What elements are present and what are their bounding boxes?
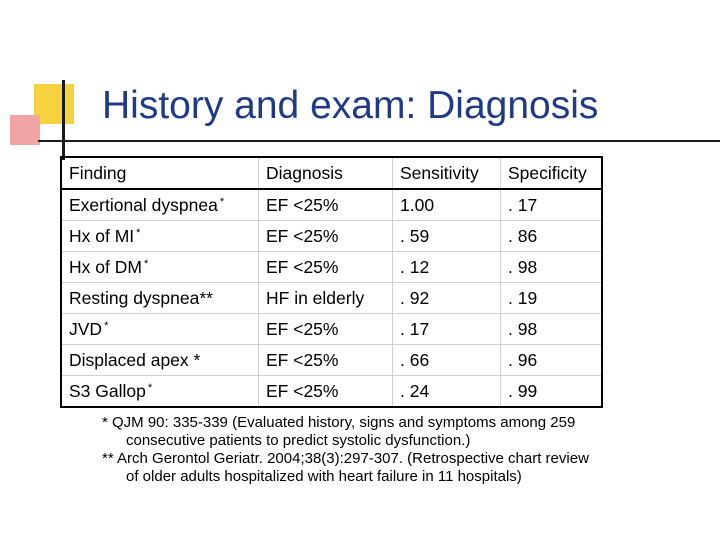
finding-text: S3 Gallop bbox=[69, 380, 146, 401]
decorative-pink-square bbox=[10, 115, 40, 145]
table-row bbox=[61, 314, 602, 345]
finding-cell bbox=[61, 221, 259, 252]
footnote-mark: * bbox=[219, 195, 225, 208]
finding-cell bbox=[61, 345, 259, 376]
finding-text: Hx of DM bbox=[69, 256, 142, 277]
slide-title: History and exam: Diagnosis bbox=[102, 84, 599, 127]
finding-cell bbox=[61, 283, 259, 314]
decorative-vertical-line bbox=[62, 80, 65, 160]
table-header-row bbox=[61, 157, 602, 189]
diagnosis-cell: EF <25% bbox=[259, 376, 393, 408]
sensitivity-cell: . 24 bbox=[393, 376, 501, 408]
decorative-yellow-square bbox=[34, 84, 74, 124]
footnote-line: * QJM 90: 335-339 (Evaluated history, signs and symptoms among 259 bbox=[102, 414, 576, 431]
footnote-mark: * bbox=[136, 226, 141, 239]
table-row bbox=[61, 283, 602, 314]
table-row bbox=[61, 189, 602, 221]
finding-cell bbox=[61, 189, 259, 221]
finding-text: Resting dyspnea** bbox=[69, 287, 213, 308]
sensitivity-cell: . 12 bbox=[393, 252, 501, 283]
specificity-cell: . 86 bbox=[501, 221, 603, 252]
specificity-cell: . 96 bbox=[501, 345, 603, 376]
table-row bbox=[61, 252, 602, 283]
sensitivity-cell: . 92 bbox=[393, 283, 501, 314]
finding-text: Hx of MI bbox=[69, 225, 135, 246]
specificity-cell: . 17 bbox=[501, 189, 603, 221]
sensitivity-cell: . 17 bbox=[393, 314, 501, 345]
finding-cell bbox=[61, 314, 259, 345]
title-underline bbox=[38, 140, 720, 142]
footnote-mark: * bbox=[147, 381, 153, 394]
finding-text: Exertional dyspnea bbox=[69, 194, 218, 215]
sensitivity-cell: . 59 bbox=[393, 221, 501, 252]
diagnosis-cell: HF in elderly bbox=[259, 283, 393, 314]
footnote-mark: * bbox=[104, 319, 109, 332]
footnote-line-continued: consecutive patients to predict systolic dysfunction.) bbox=[126, 432, 471, 449]
diagnosis-cell: EF <25% bbox=[259, 189, 393, 221]
table-row bbox=[61, 345, 602, 376]
diagnosis-cell: EF <25% bbox=[259, 221, 393, 252]
finding-cell bbox=[61, 252, 259, 283]
footnote-line-continued: of older adults hospitalized with heart failure in 11 hospitals) bbox=[126, 468, 522, 485]
header-sensitivity: Sensitivity bbox=[393, 157, 501, 189]
diagnosis-cell: EF <25% bbox=[259, 252, 393, 283]
footnote-line: ** Arch Gerontol Geriatr. 2004;38(3):297-307. (Retrospective chart review bbox=[102, 450, 589, 467]
diagnosis-cell: EF <25% bbox=[259, 345, 393, 376]
specificity-cell: . 19 bbox=[501, 283, 603, 314]
footnote-arch-gerontol bbox=[102, 450, 702, 486]
footnotes bbox=[102, 414, 702, 486]
table-row bbox=[61, 376, 602, 408]
header-finding: Finding bbox=[61, 157, 259, 189]
finding-text: Displaced apex * bbox=[69, 349, 201, 370]
specificity-cell: . 98 bbox=[501, 314, 603, 345]
table-row bbox=[61, 221, 602, 252]
diagnosis-table bbox=[60, 156, 603, 408]
footnote-mark: * bbox=[143, 257, 149, 270]
specificity-cell: . 98 bbox=[501, 252, 603, 283]
finding-text: JVD bbox=[69, 318, 103, 339]
sensitivity-cell: . 66 bbox=[393, 345, 501, 376]
specificity-cell: . 99 bbox=[501, 376, 603, 408]
header-diagnosis: Diagnosis bbox=[259, 157, 393, 189]
finding-cell bbox=[61, 376, 259, 408]
header-specificity: Specificity bbox=[501, 157, 603, 189]
sensitivity-cell: 1.00 bbox=[393, 189, 501, 221]
diagnosis-cell: EF <25% bbox=[259, 314, 393, 345]
footnote-qjm bbox=[102, 414, 702, 450]
